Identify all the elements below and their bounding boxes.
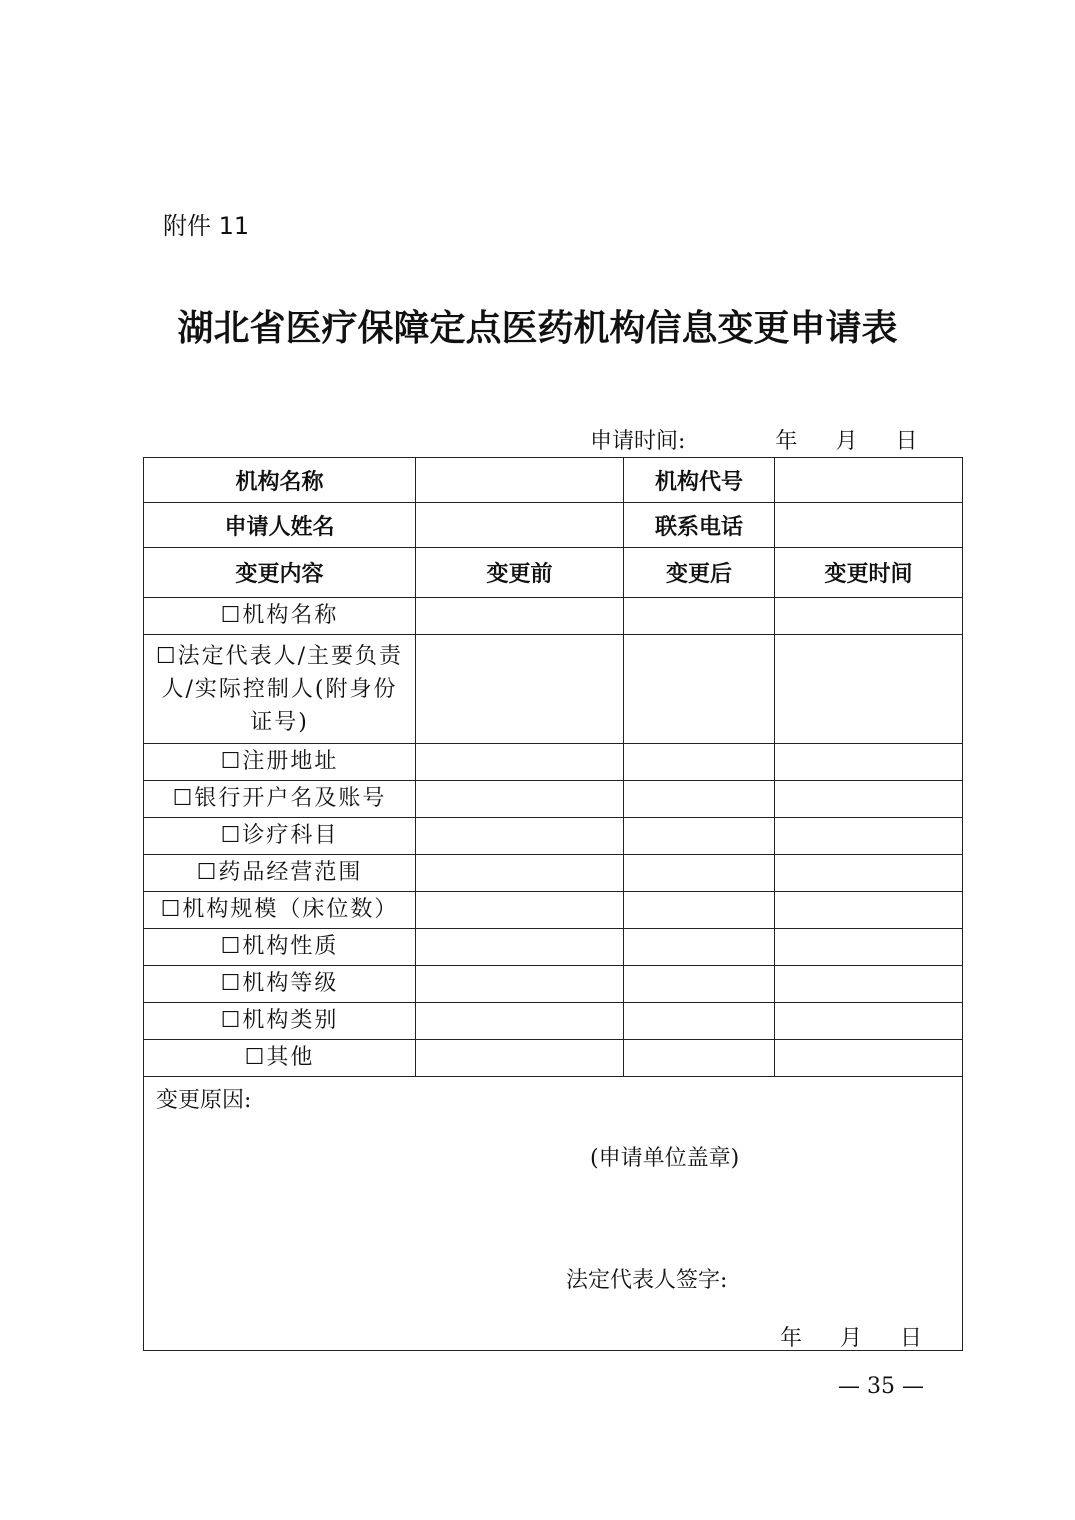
apply-time-label: 申请时间: xyxy=(590,429,686,454)
change-row xyxy=(144,855,963,892)
before-cell[interactable] xyxy=(416,929,624,966)
before-cell[interactable] xyxy=(416,598,624,635)
phone-label: 联系电话 xyxy=(624,503,775,548)
change-time-cell[interactable] xyxy=(775,818,963,855)
sign-day: 日 xyxy=(900,1326,923,1351)
change-row xyxy=(144,818,963,855)
sign-month: 月 xyxy=(840,1326,863,1351)
after-cell[interactable] xyxy=(624,1040,775,1077)
info-row-institution xyxy=(144,458,963,503)
before-cell[interactable] xyxy=(416,635,624,744)
page-number: — 35 — xyxy=(838,1374,924,1399)
after-cell[interactable] xyxy=(624,781,775,818)
change-item-checkbox[interactable]: ☐诊疗科目 xyxy=(144,818,416,855)
after-cell[interactable] xyxy=(624,892,775,929)
column-header-after: 变更后 xyxy=(624,548,775,598)
before-cell[interactable] xyxy=(416,744,624,781)
before-cell[interactable] xyxy=(416,966,624,1003)
change-item-checkbox[interactable]: ☐注册地址 xyxy=(144,744,416,781)
change-row xyxy=(144,929,963,966)
change-item-checkbox[interactable]: ☐银行开户名及账号 xyxy=(144,781,416,818)
column-header-content: 变更内容 xyxy=(144,548,416,598)
applicant-name-label: 申请人姓名 xyxy=(144,503,416,548)
before-cell[interactable] xyxy=(416,781,624,818)
institution-name-field[interactable] xyxy=(416,458,624,503)
after-cell[interactable] xyxy=(624,855,775,892)
change-time-cell[interactable] xyxy=(775,635,963,744)
change-time-cell[interactable] xyxy=(775,598,963,635)
before-cell[interactable] xyxy=(416,855,624,892)
institution-code-label: 机构代号 xyxy=(624,458,775,503)
change-time-cell[interactable] xyxy=(775,1003,963,1040)
change-time-cell[interactable] xyxy=(775,929,963,966)
sign-date xyxy=(780,1321,922,1351)
form-title: 湖北省医疗保障定点医药机构信息变更申请表 xyxy=(177,307,898,349)
change-time-cell[interactable] xyxy=(775,855,963,892)
sign-year: 年 xyxy=(780,1326,803,1351)
change-item-checkbox[interactable]: ☐机构类别 xyxy=(144,1003,416,1040)
applicant-name-field[interactable] xyxy=(416,503,624,548)
attachment-label: 附件 11 xyxy=(163,212,250,240)
change-item-checkbox[interactable]: ☐药品经营范围 xyxy=(144,855,416,892)
change-row xyxy=(144,892,963,929)
change-time-cell[interactable] xyxy=(775,744,963,781)
change-time-cell[interactable] xyxy=(775,966,963,1003)
institution-code-field[interactable] xyxy=(775,458,963,503)
after-cell[interactable] xyxy=(624,598,775,635)
seal-note: (申请单位盖章) xyxy=(590,1146,740,1171)
change-item-checkbox[interactable]: ☐法定代表人/主要负责人/实际控制人(附身份证号) xyxy=(144,635,416,744)
change-form-table xyxy=(143,457,963,1351)
change-time-cell[interactable] xyxy=(775,892,963,929)
apply-time xyxy=(590,424,917,455)
after-cell[interactable] xyxy=(624,966,775,1003)
column-header-before: 变更前 xyxy=(416,548,624,598)
before-cell[interactable] xyxy=(416,1003,624,1040)
before-cell[interactable] xyxy=(416,818,624,855)
column-header-row xyxy=(144,548,963,598)
change-item-checkbox[interactable]: ☐机构规模（床位数） xyxy=(144,892,416,929)
change-row xyxy=(144,635,963,744)
change-row xyxy=(144,1003,963,1040)
change-row xyxy=(144,598,963,635)
before-cell[interactable] xyxy=(416,1040,624,1077)
after-cell[interactable] xyxy=(624,1003,775,1040)
reason-label: 变更原因: xyxy=(156,1088,252,1113)
reason-cell[interactable] xyxy=(144,1077,963,1351)
apply-day: 日 xyxy=(895,429,918,454)
column-header-time: 变更时间 xyxy=(775,548,963,598)
after-cell[interactable] xyxy=(624,635,775,744)
after-cell[interactable] xyxy=(624,818,775,855)
change-row xyxy=(144,1040,963,1077)
apply-month: 月 xyxy=(835,429,858,454)
change-item-checkbox[interactable]: ☐其他 xyxy=(144,1040,416,1077)
reason-row xyxy=(144,1077,963,1351)
change-item-checkbox[interactable]: ☐机构等级 xyxy=(144,966,416,1003)
change-time-cell[interactable] xyxy=(775,781,963,818)
change-time-cell[interactable] xyxy=(775,1040,963,1077)
institution-name-label: 机构名称 xyxy=(144,458,416,503)
info-row-applicant xyxy=(144,503,963,548)
phone-field[interactable] xyxy=(775,503,963,548)
after-cell[interactable] xyxy=(624,744,775,781)
change-row xyxy=(144,781,963,818)
change-item-checkbox[interactable]: ☐机构性质 xyxy=(144,929,416,966)
change-row xyxy=(144,966,963,1003)
before-cell[interactable] xyxy=(416,892,624,929)
apply-year: 年 xyxy=(775,429,798,454)
change-item-checkbox[interactable]: ☐机构名称 xyxy=(144,598,416,635)
after-cell[interactable] xyxy=(624,929,775,966)
signature-label: 法定代表人签字: xyxy=(566,1268,728,1293)
change-row xyxy=(144,744,963,781)
